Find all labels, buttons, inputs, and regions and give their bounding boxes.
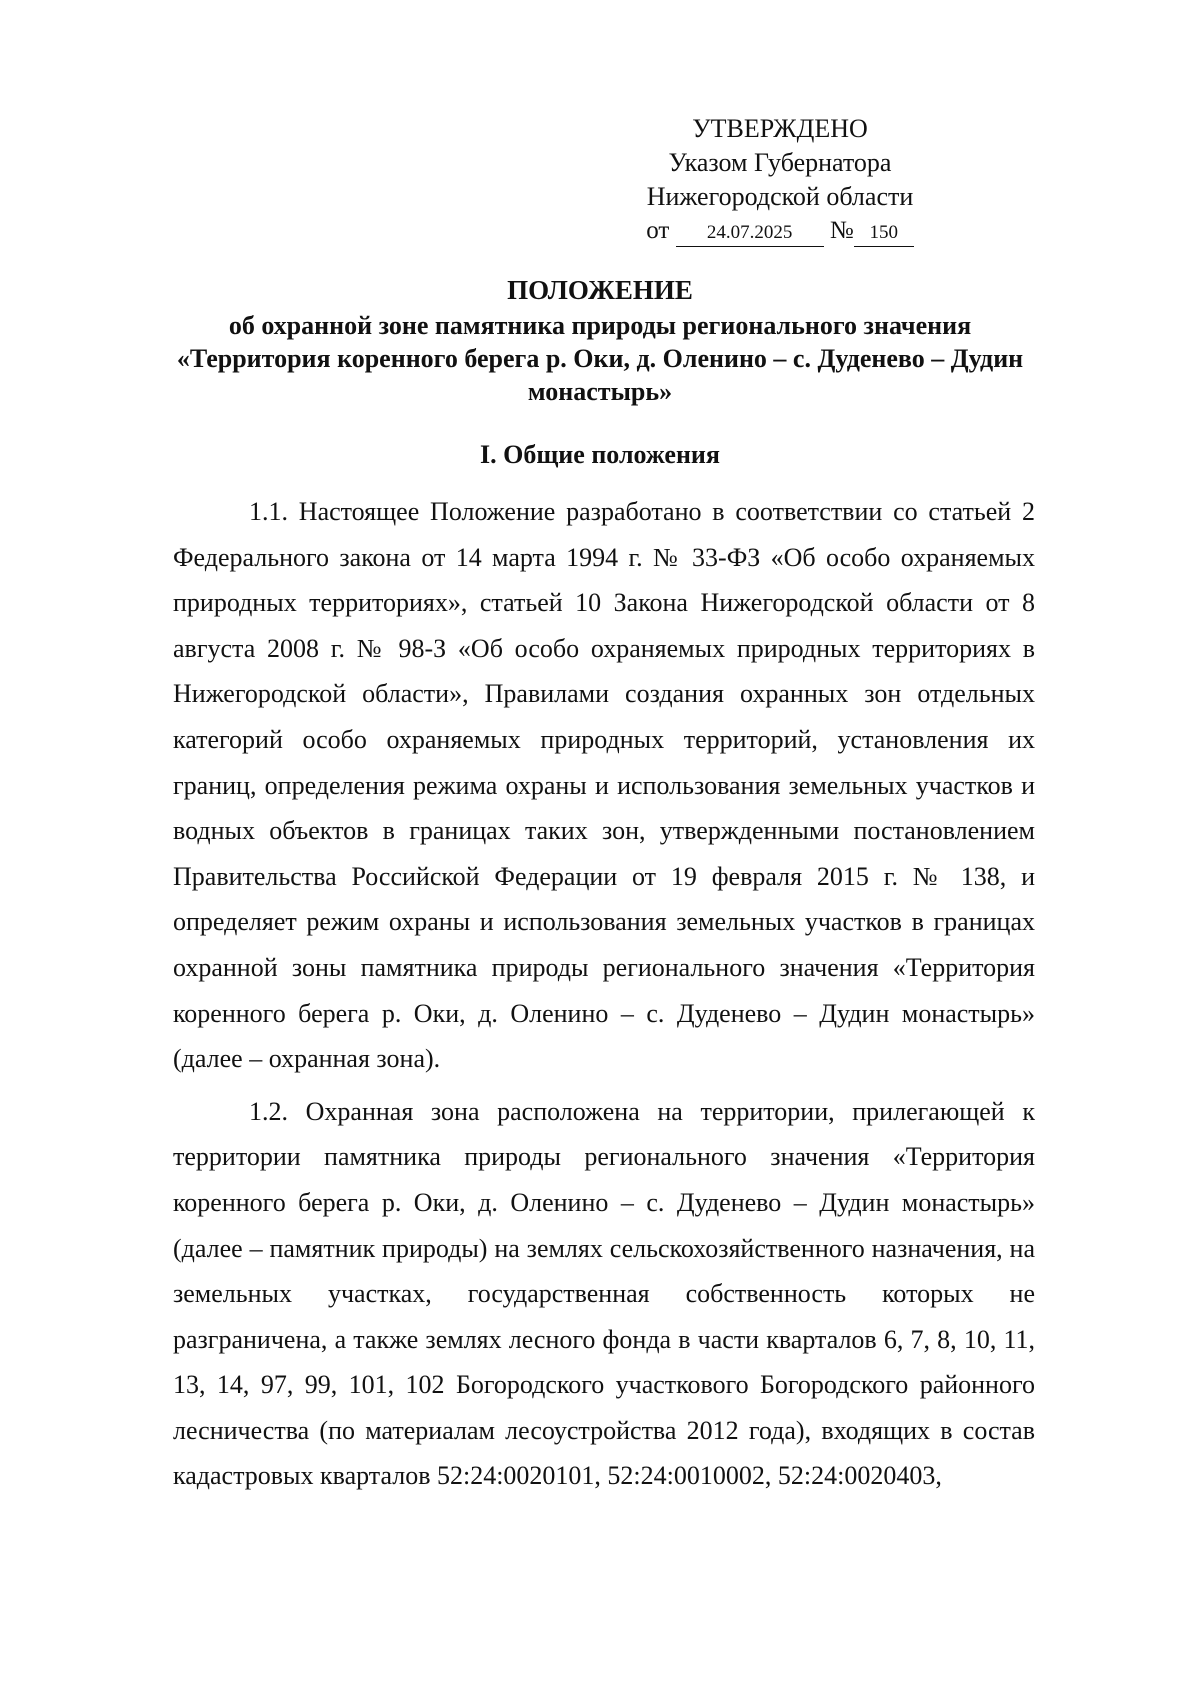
approval-stamp [620,112,940,248]
number-value: 150 [854,220,914,247]
paragraph-1-2: 1.2. Охранная зона расположена на территории, прилегающей к территории памятника природы регионального значения «Территория коренного берега р. Оки, д. Оленино – с. Дуденево – Дудин монастырь» (далее – памятник природы) на землях сельскохозяйственного назначения, на земельных участках, государственная собственность которых не разграничена, а также землях лесного фонда в части кварталов 6, 7, 8, 10, 11, 13, 14, 97, 99, 101, 102 Богородского участкового Богородского районного лесничества (по материалам лесоустройства 2012 года), входящих в состав кадастровых кварталов 52:24:0020101, 52:24:0010002, 52:24:0020403, [173,1096,1035,1491]
paragraph-1-1: 1.1. Настоящее Положение разработано в соответствии со статьей 2 Федерального закона от 14 марта 1994 г. № 33-ФЗ «Об особо охраняемых природных территориях», статьей 10 Закона Нижегородской области от 8 августа 2008 г. № 98-З «Об особо охраняемых природных территориях в Нижегородской области», Правилами создания охранных зон отдельных категорий особо охраняемых природных территорий, установления их границ, определения режима охраны и использования земельных участков и водных объектов в границах таких зон, утвержденными постановлением Правительства Российской Федерации от 19 февраля 2015 г. № 138, и определяет режим охраны и использования земельных участков в границах охранной зоны памятника природы регионального значения «Территория коренного берега р. Оки, д. Оленино – с. Дуденево – Дудин монастырь» (далее – охранная зона). [173,497,1035,1074]
approval-heading: УТВЕРЖДЕНО [692,114,868,143]
approval-region: Нижегородской области [646,182,914,211]
date-value: 24.07.2025 [676,220,824,247]
title-line-2: «Территория коренного берега р. Оки, д. Оленино – с. Дуденево – Дудин монастырь» [176,344,1024,406]
title-main: ПОЛОЖЕНИЕ [507,275,693,305]
date-prefix: от [646,217,670,244]
document-title [160,274,1040,408]
document-body [173,489,1035,1506]
approval-date-line [620,214,940,248]
title-line-1: об охранной зоне памятника природы регионального значения [228,311,972,340]
section-heading: I. Общие положения [480,440,720,469]
approval-authority: Указом Губернатора [668,148,892,177]
number-prefix: № [829,217,854,244]
